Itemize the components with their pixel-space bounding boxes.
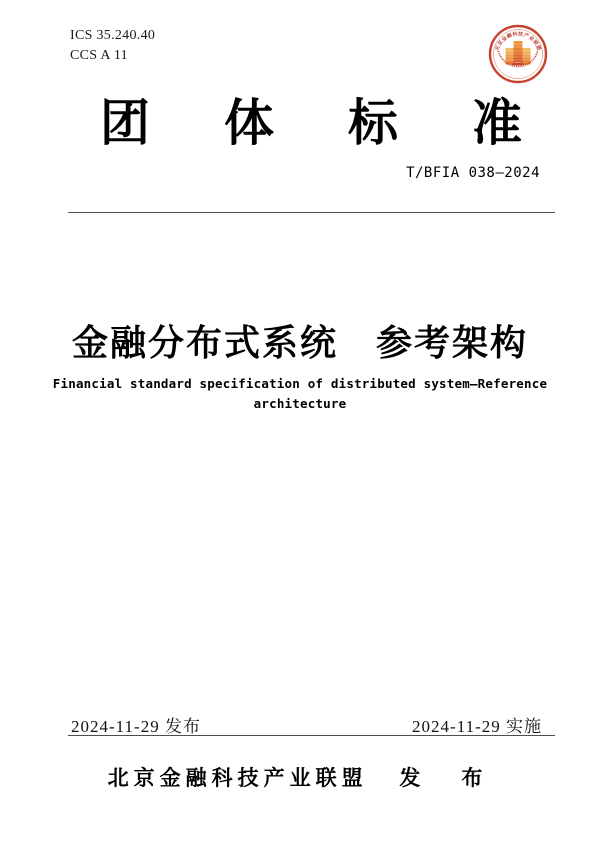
ics-code: ICS 35.240.40 [70, 28, 156, 43]
ics-classification-block [70, 26, 155, 66]
ccs-code: CCS A 11 [70, 48, 128, 63]
header-divider [68, 212, 555, 213]
doc-type-title: 团体标准 [100, 95, 596, 151]
standard-title-zh: 金融分布式系统 参考架构 [71, 322, 528, 363]
date-row [71, 712, 542, 737]
publisher-row [0, 762, 600, 792]
footer-divider [68, 735, 555, 736]
standard-title-en-line1: Financial standard specification of distributed system—Reference [52, 376, 548, 391]
standard-title-en [0, 374, 600, 414]
implement-date: 2024-11-29 实施 [412, 717, 542, 736]
standard-title-en-line2: architecture [253, 396, 347, 411]
alliance-seal-icon [487, 23, 549, 85]
publish-label: 发 布 [399, 767, 493, 790]
publisher-name: 北京金融科技产业联盟 [107, 767, 368, 790]
standard-number: T/BFIA 038—2024 [406, 165, 540, 181]
issue-date: 2024-11-29 发布 [71, 717, 201, 736]
seal-top-text: 北京金融科技产业联盟 [494, 31, 542, 52]
